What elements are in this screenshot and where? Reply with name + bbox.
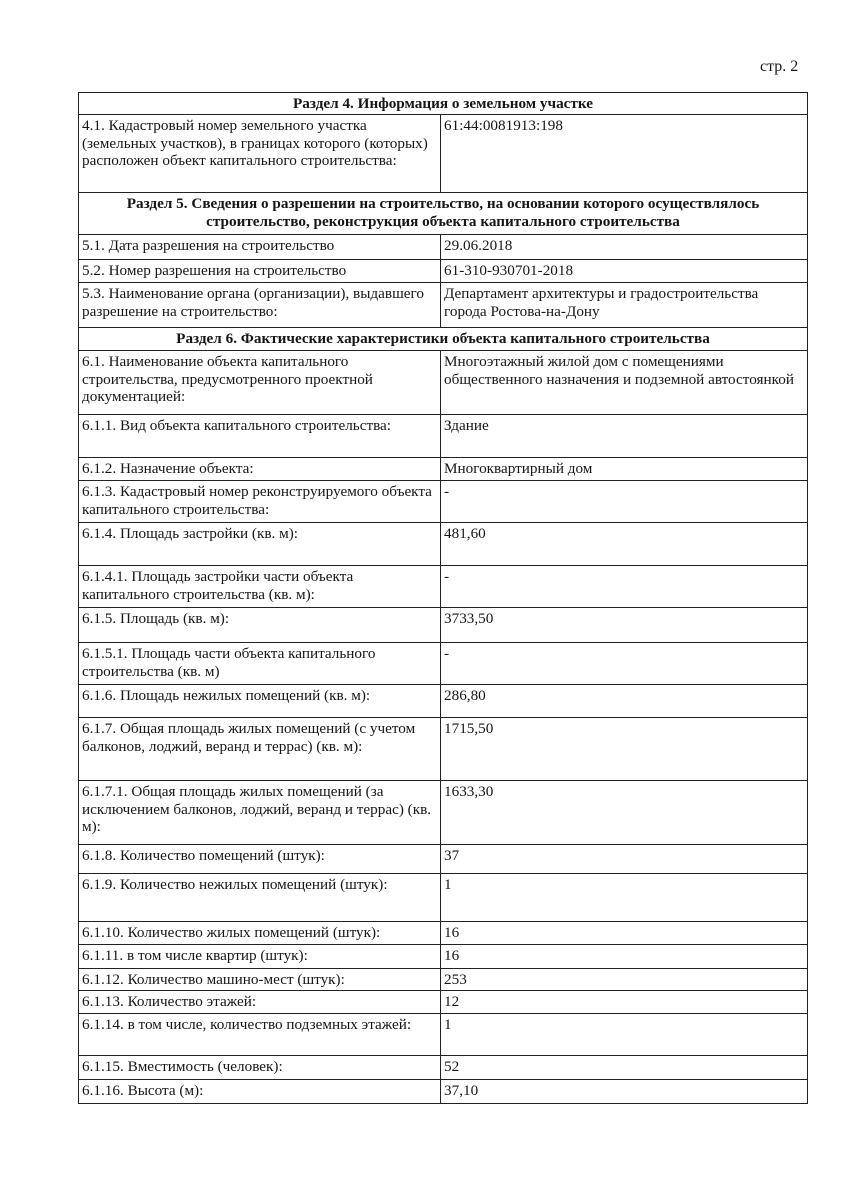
- field-label: 4.1. Кадастровый номер земельного участка (земельных участков), в границах которого (которых) расположен объект капитального строительства:: [79, 115, 441, 193]
- field-label: 5.3. Наименование органа (организации), выдавшего разрешение на строительство:: [79, 283, 441, 328]
- field-label: 6.1.5.1. Площадь части объекта капитального строительства (кв. м): [79, 643, 441, 685]
- section-header-row: [79, 93, 808, 115]
- field-value: 61-310-930701-2018: [441, 260, 808, 283]
- section-title: Раздел 4. Информация о земельном участке: [79, 93, 808, 115]
- field-value: 1633,30: [441, 781, 808, 845]
- field-value: 12: [441, 991, 808, 1014]
- field-value: Многоквартирный дом: [441, 458, 808, 481]
- table-row: [79, 718, 808, 781]
- field-value: Департамент архитектуры и градостроительства города Ростова-на-Дону: [441, 283, 808, 328]
- table-row: [79, 415, 808, 458]
- table-row: [79, 283, 808, 328]
- table-body: [79, 93, 808, 1104]
- field-value: -: [441, 643, 808, 685]
- table-row: [79, 566, 808, 608]
- field-label: 6.1.10. Количество жилых помещений (штук):: [79, 922, 441, 945]
- field-label: 6.1.13. Количество этажей:: [79, 991, 441, 1014]
- section-header-row: [79, 328, 808, 351]
- field-value: 1: [441, 874, 808, 922]
- table-row: [79, 351, 808, 415]
- field-label: 6.1.6. Площадь нежилых помещений (кв. м):: [79, 685, 441, 718]
- field-label: 6.1.9. Количество нежилых помещений (штук):: [79, 874, 441, 922]
- field-label: 6.1.16. Высота (м):: [79, 1080, 441, 1104]
- field-value: 16: [441, 945, 808, 969]
- table-row: [79, 523, 808, 566]
- field-label: 6.1.8. Количество помещений (штук):: [79, 845, 441, 874]
- section-header-row: [79, 193, 808, 235]
- field-value: 286,80: [441, 685, 808, 718]
- field-label: 6.1.4.1. Площадь застройки части объекта капитального строительства (кв. м):: [79, 566, 441, 608]
- table-row: [79, 922, 808, 945]
- field-label: 6.1.11. в том числе квартир (штук):: [79, 945, 441, 969]
- field-value: 3733,50: [441, 608, 808, 643]
- field-value: 61:44:0081913:198: [441, 115, 808, 193]
- table-row: [79, 874, 808, 922]
- table-row: [79, 481, 808, 523]
- field-label: 6.1.3. Кадастровый номер реконструируемого объекта капитального строительства:: [79, 481, 441, 523]
- field-label: 6.1.5. Площадь (кв. м):: [79, 608, 441, 643]
- field-label: 6.1.15. Вместимость (человек):: [79, 1056, 441, 1080]
- table-row: [79, 115, 808, 193]
- field-label: 6.1.7.1. Общая площадь жилых помещений (за исключением балконов, лоджий, веранд и террас) (кв. м):: [79, 781, 441, 845]
- field-label: 6.1.2. Назначение объекта:: [79, 458, 441, 481]
- field-value: Здание: [441, 415, 808, 458]
- field-label: 6.1.4. Площадь застройки (кв. м):: [79, 523, 441, 566]
- table-row: [79, 1056, 808, 1080]
- table-row: [79, 685, 808, 718]
- field-value: Многоэтажный жилой дом с помещениями общественного назначения и подземной автостоянкой: [441, 351, 808, 415]
- table-row: [79, 643, 808, 685]
- table-row: [79, 260, 808, 283]
- section-title: Раздел 6. Фактические характеристики объекта капитального строительства: [79, 328, 808, 351]
- field-value: 481,60: [441, 523, 808, 566]
- table-row: [79, 608, 808, 643]
- table-row: [79, 458, 808, 481]
- table-row: [79, 781, 808, 845]
- field-value: -: [441, 481, 808, 523]
- field-label: 5.2. Номер разрешения на строительство: [79, 260, 441, 283]
- field-value: 29.06.2018: [441, 235, 808, 260]
- page-number: стр. 2: [760, 58, 799, 75]
- field-value: -: [441, 566, 808, 608]
- field-label: 6.1.14. в том числе, количество подземных этажей:: [79, 1014, 441, 1056]
- field-label: 5.1. Дата разрешения на строительство: [79, 235, 441, 260]
- table-row: [79, 845, 808, 874]
- table-row: [79, 945, 808, 969]
- table-row: [79, 969, 808, 991]
- field-value: 37,10: [441, 1080, 808, 1104]
- field-label: 6.1.1. Вид объекта капитального строительства:: [79, 415, 441, 458]
- field-label: 6.1.12. Количество машино-мест (штук):: [79, 969, 441, 991]
- section-title: Раздел 5. Сведения о разрешении на строительство, на основании которого осуществлялось строительство, реконструкция объекта капитального строительства: [79, 193, 808, 235]
- table-row: [79, 1014, 808, 1056]
- field-label: 6.1.7. Общая площадь жилых помещений (с учетом балконов, лоджий, веранд и террас) (кв. м):: [79, 718, 441, 781]
- field-value: 253: [441, 969, 808, 991]
- field-value: 1715,50: [441, 718, 808, 781]
- field-value: 52: [441, 1056, 808, 1080]
- field-value: 37: [441, 845, 808, 874]
- table-row: [79, 991, 808, 1014]
- table-row: [79, 235, 808, 260]
- building-info-table: [78, 92, 808, 1104]
- field-value: 1: [441, 1014, 808, 1056]
- table-row: [79, 1080, 808, 1104]
- field-value: 16: [441, 922, 808, 945]
- field-label: 6.1. Наименование объекта капитального строительства, предусмотренного проектной документацией:: [79, 351, 441, 415]
